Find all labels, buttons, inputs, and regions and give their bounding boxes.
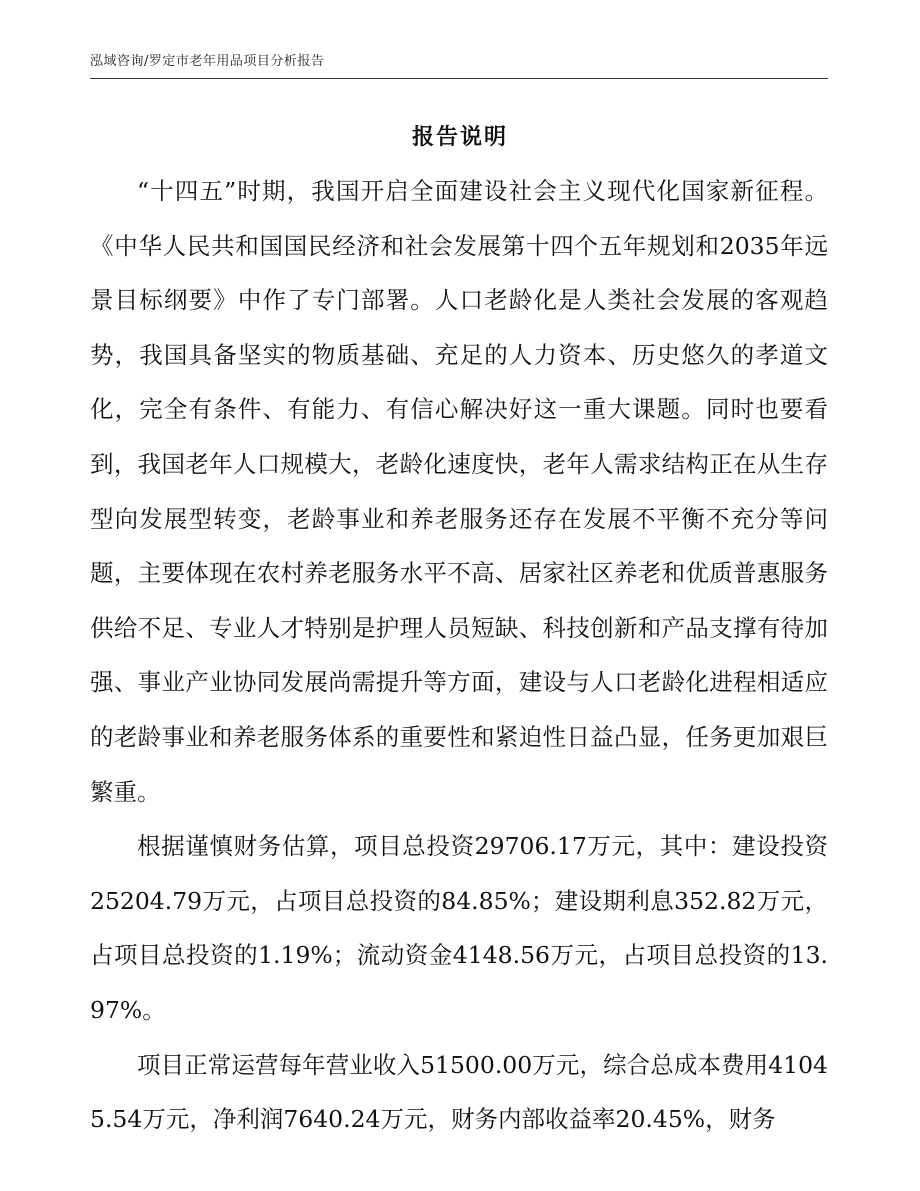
paragraph-revenue: 项目正常运营每年营业收入51500.00万元，综合总成本费用41045.54万元，净利润7640.24万元，财务内部收益率20.45%，财务 — [90, 1050, 828, 1134]
body-text — [90, 164, 828, 1147]
section-title: 报告说明 — [411, 125, 508, 150]
header-divider — [90, 78, 828, 79]
paragraph-investment: 根据谨慎财务估算，项目总投资29706.17万元，其中：建设投资25204.79万元，占项目总投资的84.85%；建设期利息352.82万元，占项目总投资的1.19%；流动资金4148.56万元，占项目总投资的13.97%。 — [90, 832, 828, 1024]
running-header: 泓域咨询/罗定市老年用品项目分析报告 — [90, 54, 325, 69]
paragraph-background: “十四五”时期，我国开启全面建设社会主义现代化国家新征程。《中华人民共和国国民经济和社会发展第十四个五年规划和2035年远景目标纲要》中作了专门部署。人口老龄化是人类社会发展的客观趋势，我国具备坚实的物质基础、充足的人力资本、历史悠久的孝道文化，完全有条件、有能力、有信心解决好这一重大课题。同时也要看到，我国老年人口规模大，老龄化速度快，老年人需求结构正在从生存型向发展型转变，老龄事业和养老服务还存在发展不平衡不充分等问题，主要体现在农村养老服务水平不高、居家社区养老和优质普惠服务供给不足、专业人才特别是护理人员短缺、科技创新和产品支撑有待加强、事业产业协同发展尚需提升等方面，建设与人口老龄化进程相适应的老龄事业和养老服务体系的重要性和紧迫性日益凸显，任务更加艰巨繁重。 — [90, 177, 828, 806]
